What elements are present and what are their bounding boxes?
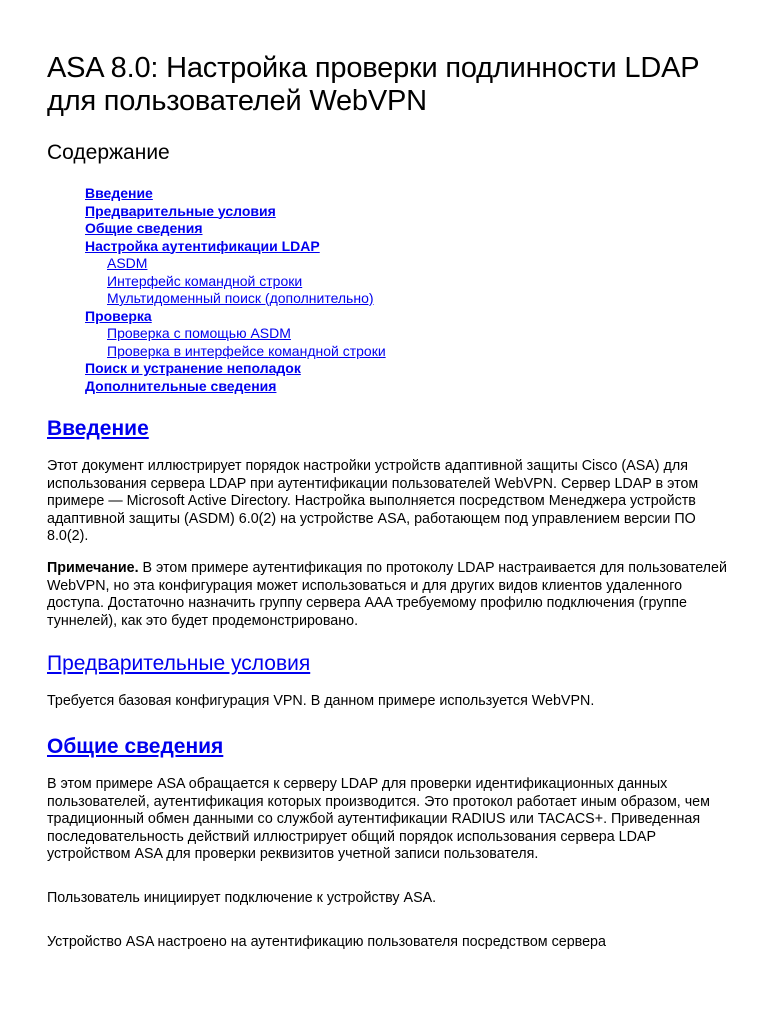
toc-heading: Содержание <box>47 141 170 164</box>
section-link-intro[interactable]: Введение <box>47 417 149 440</box>
note-text: В этом примере аутентификация по протоколу LDAP настраивается для пользователей WebVPN, но эта конфигурация может использоваться и для других видов клиентов удаленного доступа. Достаточно назначить группу сервера AAA требуемому профилю подключения (группе туннелей), как это будет продемонстрировано. <box>47 559 727 629</box>
background-step-2: Устройство ASA настроено на аутентификацию пользователя посредством сервера <box>47 933 606 950</box>
background-step-1: Пользователь инициирует подключение к устройству ASA. <box>47 889 437 906</box>
toc-link-verify-asdm[interactable]: Проверка с помощью ASDM <box>107 325 291 341</box>
intro-paragraph: Этот документ иллюстрирует порядок настройки устройств адаптивной защиты Cisco (ASA) для использования сервера LDAP при аутентификации пользователей WebVPN. Сервер LDAP в этом примере — Microsoft Active Directory. Настройка выполняется посредством Менеджера устройств адаптивной защиты (ASDM) 6.0(2) на устройстве ASA, работающем под управлением версии ПО 8.0(2). <box>47 458 699 545</box>
toc-link-verify[interactable]: Проверка <box>85 307 152 324</box>
document-page <box>47 52 727 951</box>
toc-link-prerequisites[interactable]: Предварительные условия <box>85 202 276 219</box>
background-paragraph: В этом примере ASA обращается к серверу LDAP для проверки идентификационных данных пользователей, аутентификация которых производится. Это протокол работает иным образом, чем традиционный обмен данными со службой аутентификации RADIUS или TACACS+. Приведенная последовательность действий иллюстрирует общий порядок использования сервера LDAP устройством ASA для проверки реквизитов учетной записи пользователя. <box>47 775 710 863</box>
toc-link-troubleshoot[interactable]: Поиск и устранение неполадок <box>85 360 301 376</box>
section-link-prerequisites[interactable]: Предварительные условия <box>47 652 311 676</box>
intro-note <box>47 560 727 630</box>
toc-link-related-info[interactable]: Дополнительные сведения <box>85 377 277 394</box>
note-label: Примечание. <box>47 559 139 576</box>
section-link-background[interactable]: Общие сведения <box>47 734 224 758</box>
toc-link-asdm[interactable]: ASDM <box>107 255 148 271</box>
toc-link-multidomain-search[interactable]: Мультидоменный поиск (дополнительно) <box>107 290 374 306</box>
table-of-contents <box>85 185 727 395</box>
toc-link-intro[interactable]: Введение <box>85 185 153 201</box>
toc-link-ldap-configuration[interactable]: Настройка аутентификации LDAP <box>85 237 320 254</box>
toc-link-cli[interactable]: Интерфейс командной строки <box>107 272 303 289</box>
toc-link-background[interactable]: Общие сведения <box>85 220 203 236</box>
page-title: ASA 8.0: Настройка проверки подлинности LDAP для пользователей WebVPN <box>47 52 699 117</box>
section-heading-background <box>47 734 727 760</box>
section-heading-prerequisites <box>47 651 727 677</box>
toc-link-verify-cli[interactable]: Проверка в интерфейсе командной строки <box>107 342 386 359</box>
section-heading-intro <box>47 416 727 442</box>
prereq-paragraph: Требуется базовая конфигурация VPN. В данном примере используется WebVPN. <box>47 693 595 710</box>
